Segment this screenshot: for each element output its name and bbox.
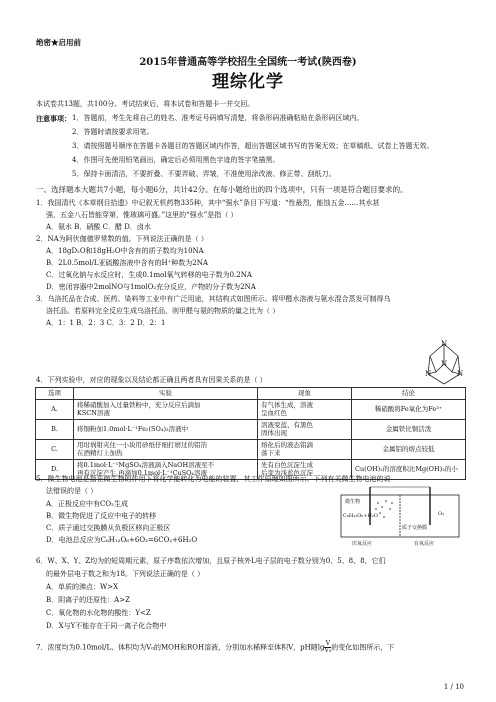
table-header-row xyxy=(36,388,466,400)
q3-options: A．1：1 B．2：3 C．3：2 D．2：1 xyxy=(46,319,166,327)
q5-line1: 5．微生物电池是指在微生物的作用下将化学能转化为电能的装置，其工作原理如图所示。下列有关微生物电池的说 xyxy=(36,475,391,483)
section-heading: 一、选择题本大题共7小题，每小题6分，共计42分。在每小题给出的四个选项中，只有一项是符合题目要求的。 xyxy=(36,185,408,194)
note-item: 5．保持卡面清洁，不要折叠、不要弄破、弄皱，不准使用涂改液、修正带、刮纸刀。 xyxy=(72,170,336,178)
phenomenon-text: 固体出现 xyxy=(261,429,287,437)
option-cell: B. xyxy=(36,419,74,439)
table-header-cell: 现象 xyxy=(258,388,352,400)
microbe-label: 微生物 xyxy=(345,499,361,505)
note-item: 1．答题前，考生先将自己的姓名、准考证号码填写清楚，将条形码准确粘贴在条形码区域内。 xyxy=(72,114,364,122)
q3-line1: 3．乌洛托品在合成、医药、染料等工业中有广泛用途，其结构式如图所示。将甲醛水溶液与氨水混合蒸发可制得乌 xyxy=(36,295,391,303)
q7-text: 的变化如图所示，下 xyxy=(331,643,395,652)
q7-text: 7．浓度均为0.10mol/L、体积均为V₀的MOH和ROH溶液，分别加水稀释至体积V，pH随lg xyxy=(36,643,325,652)
aerobic-label: 有氧反应 xyxy=(414,541,435,547)
subject-title: 理综化学 xyxy=(212,72,284,92)
q2-option-c: C．过氧化钠与水反应时，生成0.1mol氧气转移的电子数为0.2NA xyxy=(46,271,252,279)
note-item: 4．作图可先使用铅笔画出，确定后必须用黑色字迹的签字笔描黑。 xyxy=(72,156,280,164)
experiment-text: 将0.1mol·L⁻¹MgSO₄溶液滴入NaOH溶液至不 xyxy=(77,460,215,469)
q6-line1: 6．W、X、Y、Z均为的短周期元素，原子序数依次增加，且原子核外L电子层的电子数分别为0、5、8、8，它们 xyxy=(36,557,386,565)
phenomenon-cell xyxy=(258,439,352,459)
q1-line2: 强，五金八石皆能穿第，惟玻璃可盛。”这里的“强水”是指（ ） xyxy=(46,211,238,219)
conclusion-cell: 金属铝的熔点较低 xyxy=(352,439,466,459)
membrane-label: 质子交换膜 xyxy=(402,525,428,531)
q1-line1: 1．我国清代《本草纲目拾遗》中记叙无机药物335种，其中“强水”条目下写道：“性最烈，能蚀五金……其水甚 xyxy=(36,199,380,207)
conclusion-cell: Cu(OH)₂的溶度积比Mg(OH)₂的小 xyxy=(352,459,466,479)
experiment-text: 将稀硝酸加入过量铁粉中，充分反应后滴加 xyxy=(77,400,201,409)
nitrogen-label: N xyxy=(424,370,432,378)
experiment-text: KSCN溶液 xyxy=(77,409,110,417)
confidential-header: 绝密★启用前 xyxy=(36,38,81,47)
option-cell: A. xyxy=(36,399,74,419)
experiment-text: 用坩埚钳夹住一小块用砂纸仔细打磨过的铝箔 xyxy=(77,440,207,449)
phenomenon-cell xyxy=(258,399,352,419)
q6-option-d: D．X与Y不能存在于同一离子化合物中 xyxy=(46,622,167,630)
q5-option-c: C．质子通过交换膜从负极区移向正极区 xyxy=(46,524,171,532)
phenomenon-text: 落下来 xyxy=(261,449,281,457)
q1-options: A．氨水 B．硝酸 C．醋 D．卤水 xyxy=(46,223,151,231)
q3-line2: 洛托品。若原料完全反应生成乌洛托品，则甲醛与氨的物质的量之比为（ ） xyxy=(46,307,280,315)
note-item: 3．请按照题号顺序在答题卡各题目的答题区域内作答，超出答题区域书写的答案无效；在草稿纸、试卷上答题无效。 xyxy=(72,142,434,150)
experiment-text: 在酒精灯上加热 xyxy=(77,449,123,457)
phenomenon-text: 后变为浅蓝色沉淀 xyxy=(261,469,313,477)
q2-stem: 2．NA为阿伏伽德罗常数的值。下列说法正确的是（ ） xyxy=(36,235,208,243)
experiment-cell xyxy=(74,439,258,459)
exam-title: 2015年普通高等学校招生全国统一考试(陕西卷) xyxy=(139,57,357,68)
table-row xyxy=(36,419,466,439)
glucose-label: C₆H₁₂O₆+H₂O xyxy=(343,513,378,519)
table-row xyxy=(36,439,466,459)
option-cell: D. xyxy=(36,459,74,479)
urotropine-structure-figure xyxy=(418,338,470,390)
nitrogen-label: N xyxy=(440,340,448,348)
notes-label: 注意事项： xyxy=(36,114,71,123)
experiment-text: 将铜粉加1.0mol·L⁻¹Fe₂(SO₄)₃溶液中 xyxy=(77,424,189,433)
conclusion-cell: 金属铁比铜活泼 xyxy=(352,419,466,439)
experiment-cell xyxy=(74,399,258,419)
q4-stem: 4．下列实验中，对应的现象以及结论都正确且两者具有因果关系的是（ ） xyxy=(36,376,267,384)
phenomenon-text: 先有白色沉淀生成 xyxy=(261,460,313,469)
nitrogen-label: N xyxy=(456,370,464,378)
phenomenon-cell xyxy=(258,419,352,439)
phenomenon-text: 呈血红色 xyxy=(261,409,287,417)
table-row xyxy=(36,399,466,419)
microbial-cell-figure xyxy=(340,485,460,549)
page-number: 1 / 10 xyxy=(443,683,464,691)
q2-option-b: B．2L0.5mol/L亚硫酸溶液中含有的H⁺种数为2NA xyxy=(46,259,208,267)
phenomenon-text: 溶液变蓝、有黑色 xyxy=(261,420,313,429)
q5-line2: 法错误的是（ ） xyxy=(46,487,98,495)
option-cell: C. xyxy=(36,439,74,459)
note-item: 2．答题时请按要求用笔。 xyxy=(72,128,154,136)
table-header-cell: 结论 xyxy=(352,388,466,400)
q2-option-a: A．18gD₂O和18gH₂O中含有的质子数均为10NA xyxy=(46,247,204,255)
conclusion-cell: 稀硝酸将Fe氧化为Fe³⁺ xyxy=(352,399,466,419)
q5-option-d: D．电池总反应为C₆H₁₂O₆+6O₂=6CO₂+6H₂O xyxy=(46,536,198,544)
experiment-cell xyxy=(74,419,258,439)
table-header-cell: 实验 xyxy=(74,388,258,400)
phenomenon-text: 熔化后的液态铝滴 xyxy=(261,440,313,449)
oxygen-label: O₂ xyxy=(438,511,445,517)
q5-option-b: B．微生物促进了反应中电子的转移 xyxy=(46,512,157,520)
phenomenon-text: 有气体生成，溶液 xyxy=(261,400,313,409)
q6-line2: 的最外层电子数之和为18。下列说法正确的是（ ） xyxy=(46,570,205,578)
fraction-numerator: V xyxy=(325,640,331,647)
q2-option-d: D．密闭容器中2molNO与1molO₂充分反应，产物的分子数为2NA xyxy=(46,283,256,291)
q7-line xyxy=(36,641,394,654)
q6-option-c: C．氧化物的水化物的酸性：Y<Z xyxy=(46,609,151,617)
anaerobic-label: 厌氧反应 xyxy=(352,541,373,547)
experiment-text: 再有沉淀产生,再滴加0.1mol·L⁻¹CuSO₄溶液 xyxy=(77,469,208,477)
q4-table xyxy=(35,387,466,480)
q6-option-b: B．阴离子的还原性：A>Z xyxy=(46,596,130,604)
q6-option-a: A．单质的沸点：W>X xyxy=(46,583,119,591)
table-header-cell: 选项 xyxy=(36,388,74,400)
q5-option-a: A．正极反应中有CO₂生成 xyxy=(46,500,128,508)
fraction-denominator: V₀ xyxy=(324,647,332,654)
nitrogen-label: N xyxy=(440,360,448,368)
intro-line: 本试卷共13题，共100分。考试结束后，将本试卷和答题卡一并交回。 xyxy=(36,100,255,108)
